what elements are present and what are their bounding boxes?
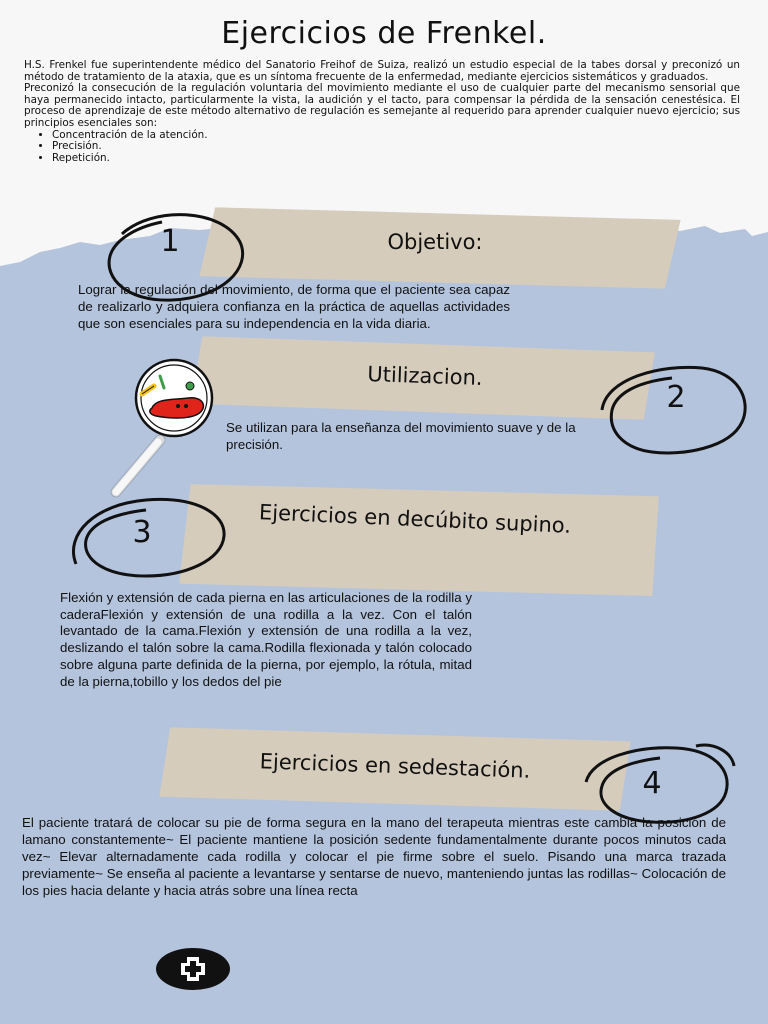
section-number-3: 3 [132,515,152,550]
section-heading-objetivo: Objetivo: [387,230,483,254]
intro-paragraph-2: Preconizó la consecución de la regulación voluntaria del movimiento mediante el uso de cualquier parte del mecanismo sensorial que haya permanecido intacto, particularmente la vista, la audición y el tacto, para compensar la pérdida de la sensación cenestésica. El proceso de aprendizaje de este método alternativo de regulación es semejante al requerido para aprender cualquier nuevo ejercicio; sus principios esenciales son: [24,82,740,129]
section-text-utilizacion: Se utilizan para la enseñanza del movimiento suave y de la precisión. [226,420,576,452]
list-item: • Precisión. [52,141,740,153]
intro-paragraph-1: H.S. Frenkel fue superintendente médico del Sanatorio Freihof de Suiza, realizó un estudio especial de la tabes dorsal y preconizó un método de tratamiento de la ataxia, que es un síntoma frecuente de la enfermedad, mediante ejercicios sistemáticos y graduados. [24,59,740,83]
principles-list [24,130,740,165]
section-text-sedestacion: El paciente tratará de colocar su pie de forma segura en la mano del terapeuta mientras este cambia la posición de lamano constantemente~ El paciente mantiene la posición sedente fundamentalmente durante pocos minutos cada vez~ Elevar alternadamente cada rodilla y colocar el pie firme sobre el suelo. Pisando una marca trazada previamente~ Se enseña al paciente a levantarse y sentarse de nuevo, manteniendo juntas las rodillas~ Colocación de los pies hacia delante y hacia atrás sobre una línea recta [22,815,726,898]
section-text-objetivo: Lograr la regulación del movimiento, de forma que el paciente sea capaz de realizarlo y adquiera confianza en la práctica de aquellas actividades que son esenciales para su independencia en la vida diaria. [78,282,510,331]
page-title: Ejercicios de Frenkel. [221,16,547,51]
magnifier-germ-icon [104,360,244,500]
section-number-4: 4 [642,766,662,801]
list-item: • Concentración de la atención. [52,130,740,142]
intro-text [24,60,740,164]
section-heading-sedestacion: Ejercicios en sedestación. [259,749,531,783]
section-heading-utilizacion: Utilizacion. [367,361,483,391]
section-heading-decubito: Ejercicios en decúbito supino. [258,500,572,538]
list-item: • Repetición. [52,153,740,165]
section-number-1: 1 [160,224,180,259]
section-number-2: 2 [666,380,686,415]
section-text-decubito: Flexión y extensión de cada pierna en las articulaciones de la rodilla y caderaFlexión y extensión de una rodilla a la vez. Con el talón levantado de la cama.Flexión y extensión de una rodilla a la vez, deslizando el talón sobre la cama.Rodilla flexionada y talón colocado sobre alguna parte definida de la pierna, por ejemplo, la rótula, mitad de la pierna,tobillo y los dedos del pie [60,590,472,689]
first-aid-badge-icon [154,946,232,992]
